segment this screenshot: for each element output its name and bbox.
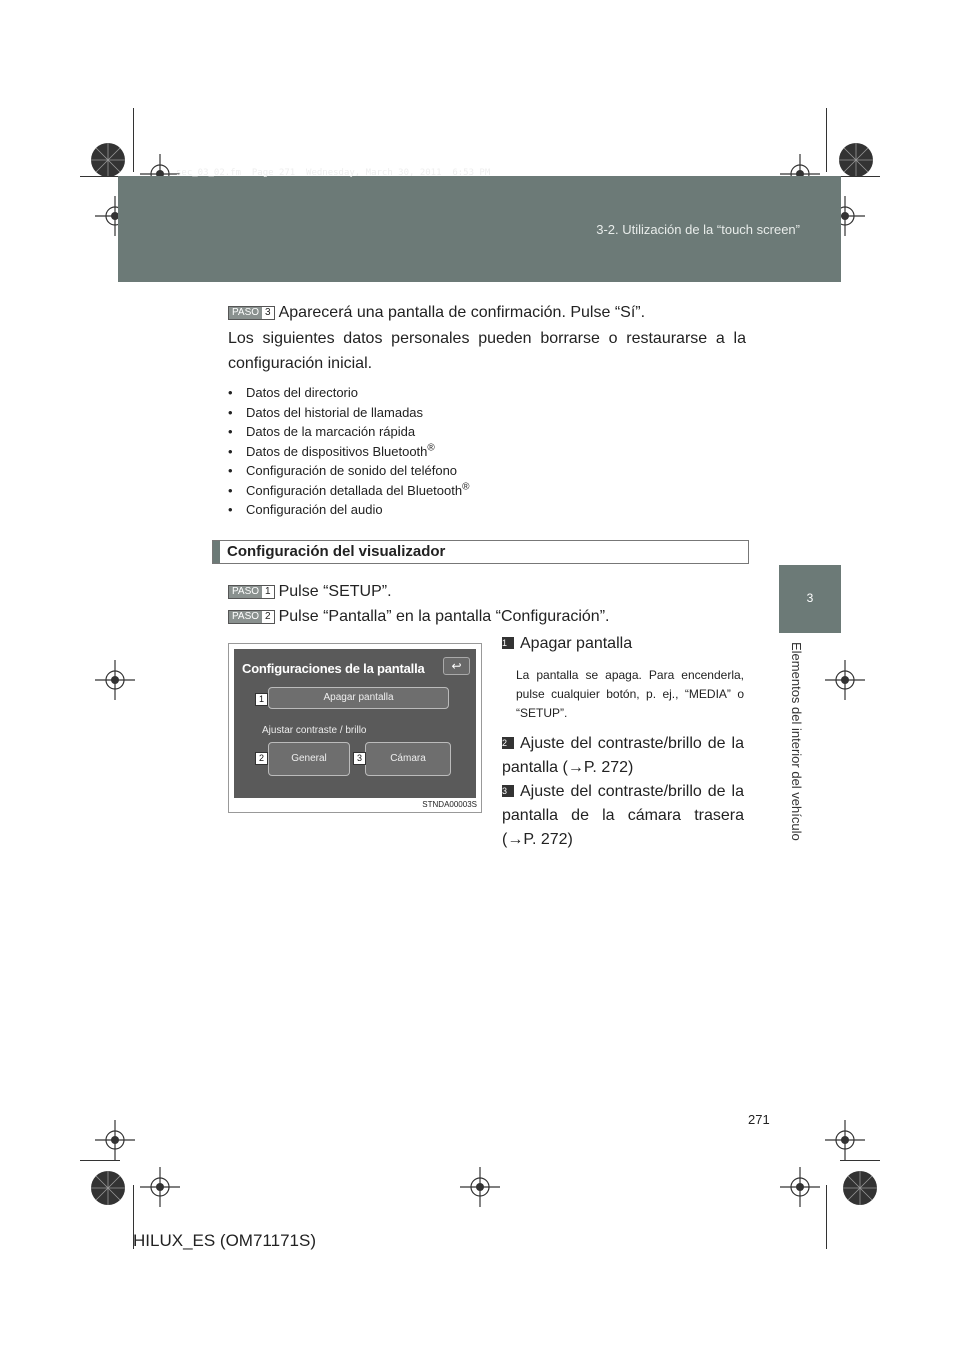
crop-mark [133, 108, 134, 172]
registration-mark-icon [88, 140, 128, 180]
callout-tag-3: 3 [353, 752, 366, 765]
callout-tag-2: 2 [255, 752, 268, 765]
file-info: sec_03_02.fm Page 271 Wednesday, March 30, 2011 6:53 PM [176, 168, 491, 178]
page-number: 271 [748, 1112, 770, 1127]
step-badge-word: PASO [229, 307, 262, 319]
crosshair-target-icon [825, 1120, 865, 1160]
registration-mark-icon [840, 1168, 880, 1208]
section-heading [212, 540, 749, 564]
chapter-tab: 3 [779, 565, 841, 633]
step-badge-num: 3 [262, 307, 274, 319]
step-badge [228, 585, 275, 599]
display-screenshot [228, 643, 482, 813]
image-code: STNDA00003S [422, 800, 477, 809]
back-arrow-icon[interactable]: ↩ [443, 657, 470, 675]
callout-3: 3 Ajuste del contraste/brillo de la pantalla de la cámara trasera (→P. 272) [502, 783, 744, 848]
step-badge [228, 306, 275, 320]
section-title: 3-2. Utilización de la “touch screen” [596, 222, 800, 237]
list-item: • Configuración detallada del Bluetooth® [228, 481, 748, 501]
callout-2: 2 Ajuste del contraste/brillo de la pantalla (→P. 272) [502, 735, 744, 776]
footer-code: HILUX_ES (OM71171S) [133, 1231, 316, 1250]
chapter-title [788, 642, 808, 872]
callout-number: 3 [502, 785, 514, 797]
bullet-list [228, 383, 748, 520]
step-3 [228, 304, 645, 322]
crop-mark [840, 1160, 880, 1161]
callout-1-desc: La pantalla se apaga. Para encenderla, pulse cualquier botón, p. ej., “MEDIA” o “SETUP”. [516, 668, 744, 720]
list-item: • Datos de la marcación rápida [228, 422, 748, 442]
crop-mark [840, 176, 880, 177]
list-item: • Datos del historial de llamadas [228, 403, 748, 423]
callout-number: 1 [502, 637, 514, 649]
callout-tag-1: 1 [255, 693, 268, 706]
camera-button[interactable]: Cámara [365, 742, 451, 776]
list-item: • Datos de dispositivos Bluetooth® [228, 442, 748, 462]
list-item: • Datos del directorio [228, 383, 748, 403]
list-item: • Configuración del audio [228, 500, 748, 520]
crosshair-target-icon [460, 1167, 500, 1207]
step-2 [228, 608, 609, 626]
screen-off-button[interactable]: Apagar pantalla [268, 687, 449, 709]
step-text: Pulse “SETUP”. [278, 583, 392, 600]
crosshair-target-icon [780, 1167, 820, 1207]
crop-mark [826, 1185, 827, 1249]
crop-mark [80, 1160, 120, 1161]
callout-1-title: 1 Apagar pantalla [502, 635, 633, 652]
screen-title: Configuraciones de la pantalla [242, 661, 425, 676]
step-badge-num: 2 [262, 611, 274, 623]
registered-mark: ® [427, 442, 435, 454]
crosshair-target-icon [825, 660, 865, 700]
crosshair-target-icon [140, 1167, 180, 1207]
intro-paragraph: Los siguientes datos personales pueden borrarse o restaurarse a la configuración inicial. [228, 330, 746, 372]
general-button[interactable]: General [268, 742, 350, 776]
step-badge-num: 1 [262, 586, 274, 598]
heading-text: Configuración del visualizador [227, 543, 446, 560]
step-text: Aparecerá una pantalla de confirmación. Pulse “Sí”. [278, 304, 646, 321]
crop-mark [826, 108, 827, 172]
crop-mark [80, 176, 120, 177]
registration-mark-icon [88, 1168, 128, 1208]
step-text: Pulse “Pantalla” en la pantalla “Configuración”. [278, 608, 610, 625]
contrast-brightness-label: Ajustar contraste / brillo [262, 725, 367, 736]
chapter-title-text: Elementos del interior del vehículo [789, 642, 804, 841]
step-1 [228, 583, 392, 601]
step-badge-word: PASO [229, 611, 262, 623]
list-item: • Configuración de sonido del teléfono [228, 461, 748, 481]
registered-mark: ® [462, 481, 470, 493]
step-badge-word: PASO [229, 586, 262, 598]
step-badge [228, 610, 275, 624]
callout-number: 2 [502, 737, 514, 749]
heading-bar [213, 541, 220, 563]
crosshair-target-icon [95, 1120, 135, 1160]
registration-mark-icon [836, 140, 876, 180]
crosshair-target-icon [95, 660, 135, 700]
display-screen [234, 649, 476, 798]
